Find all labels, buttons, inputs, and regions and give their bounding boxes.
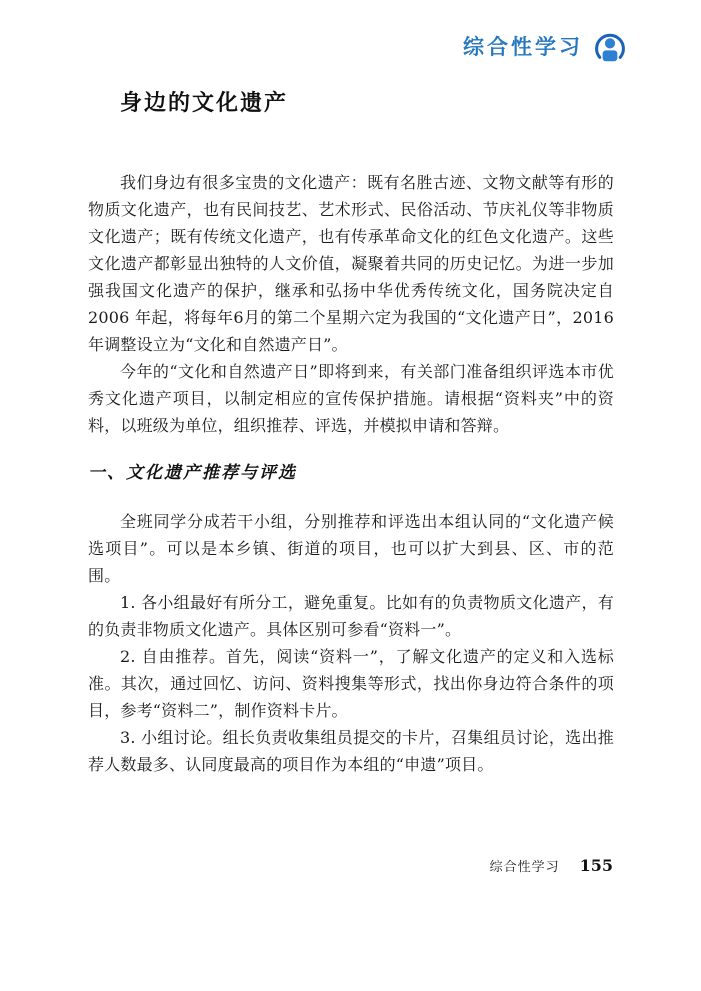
page-number: 155	[579, 856, 613, 875]
page-footer	[490, 856, 613, 875]
footer-unit-label: 综合性学习	[489, 860, 560, 875]
intro-paragraph-1: 我们身边有很多宝贵的文化遗产：既有名胜古迹、文物文献等有形的物质文化遗产，也有民间技艺、艺术形式、民俗活动、节庆礼仪等非物质文化遗产；既有传统文化遗产，也有传承革命文化的红色文化遗产。这些文化遗产都彰显出独特的人文价值，凝聚着共同的历史记忆。为进一步加强我国文化遗产的保护，继承和弘扬中华优秀传统文化，国务院决定自2006 年起，将每年6月的第二个星期六定为我国的“文化遗产日”，2016 年调整设立为“文化和自然遗产日”。	[88, 173, 614, 354]
section1-paragraph: 全班同学分成若干小组，分别推荐和评选出本组认同的“文化遗产候选项目”。可以是本乡镇、街道的项目，也可以扩大到县、区、市的范围。	[88, 512, 614, 585]
unit-label: 综合性学习	[463, 34, 583, 59]
section1-item-2: 2. 自由推荐。首先，阅读“资料一”，了解文化遗产的定义和入选标准。其次，通过回忆、访问、资料搜集等形式，找出你身边符合条件的项目，参考“资料二”，制作资料卡片。	[88, 647, 614, 720]
page-header	[463, 30, 627, 64]
page-title: 身边的文化遗产	[120, 91, 289, 116]
section1-item-1: 1. 各小组最好有所分工，避免重复。比如有的负责物质文化遗产，有的负责非物质文化遗产。具体区别可参看“资料一”。	[88, 593, 614, 639]
section-heading-1: 一、文化遗产推荐与评选	[88, 463, 297, 483]
section1-item-3: 3. 小组讨论。组长负责收集组员提交的卡片，召集组员讨论，选出推荐人数最多、认同度最高的项目作为本组的“申遗”项目。	[88, 728, 614, 774]
person-icon	[593, 30, 627, 64]
intro-paragraph-2: 今年的“文化和自然遗产日”即将到来，有关部门准备组织评选本市优秀文化遗产项目，以制定相应的宣传保护措施。请根据“资料夹”中的资料，以班级为单位，组织推荐、评选，并模拟申请和答辩。	[88, 362, 614, 435]
body-text	[88, 169, 614, 778]
